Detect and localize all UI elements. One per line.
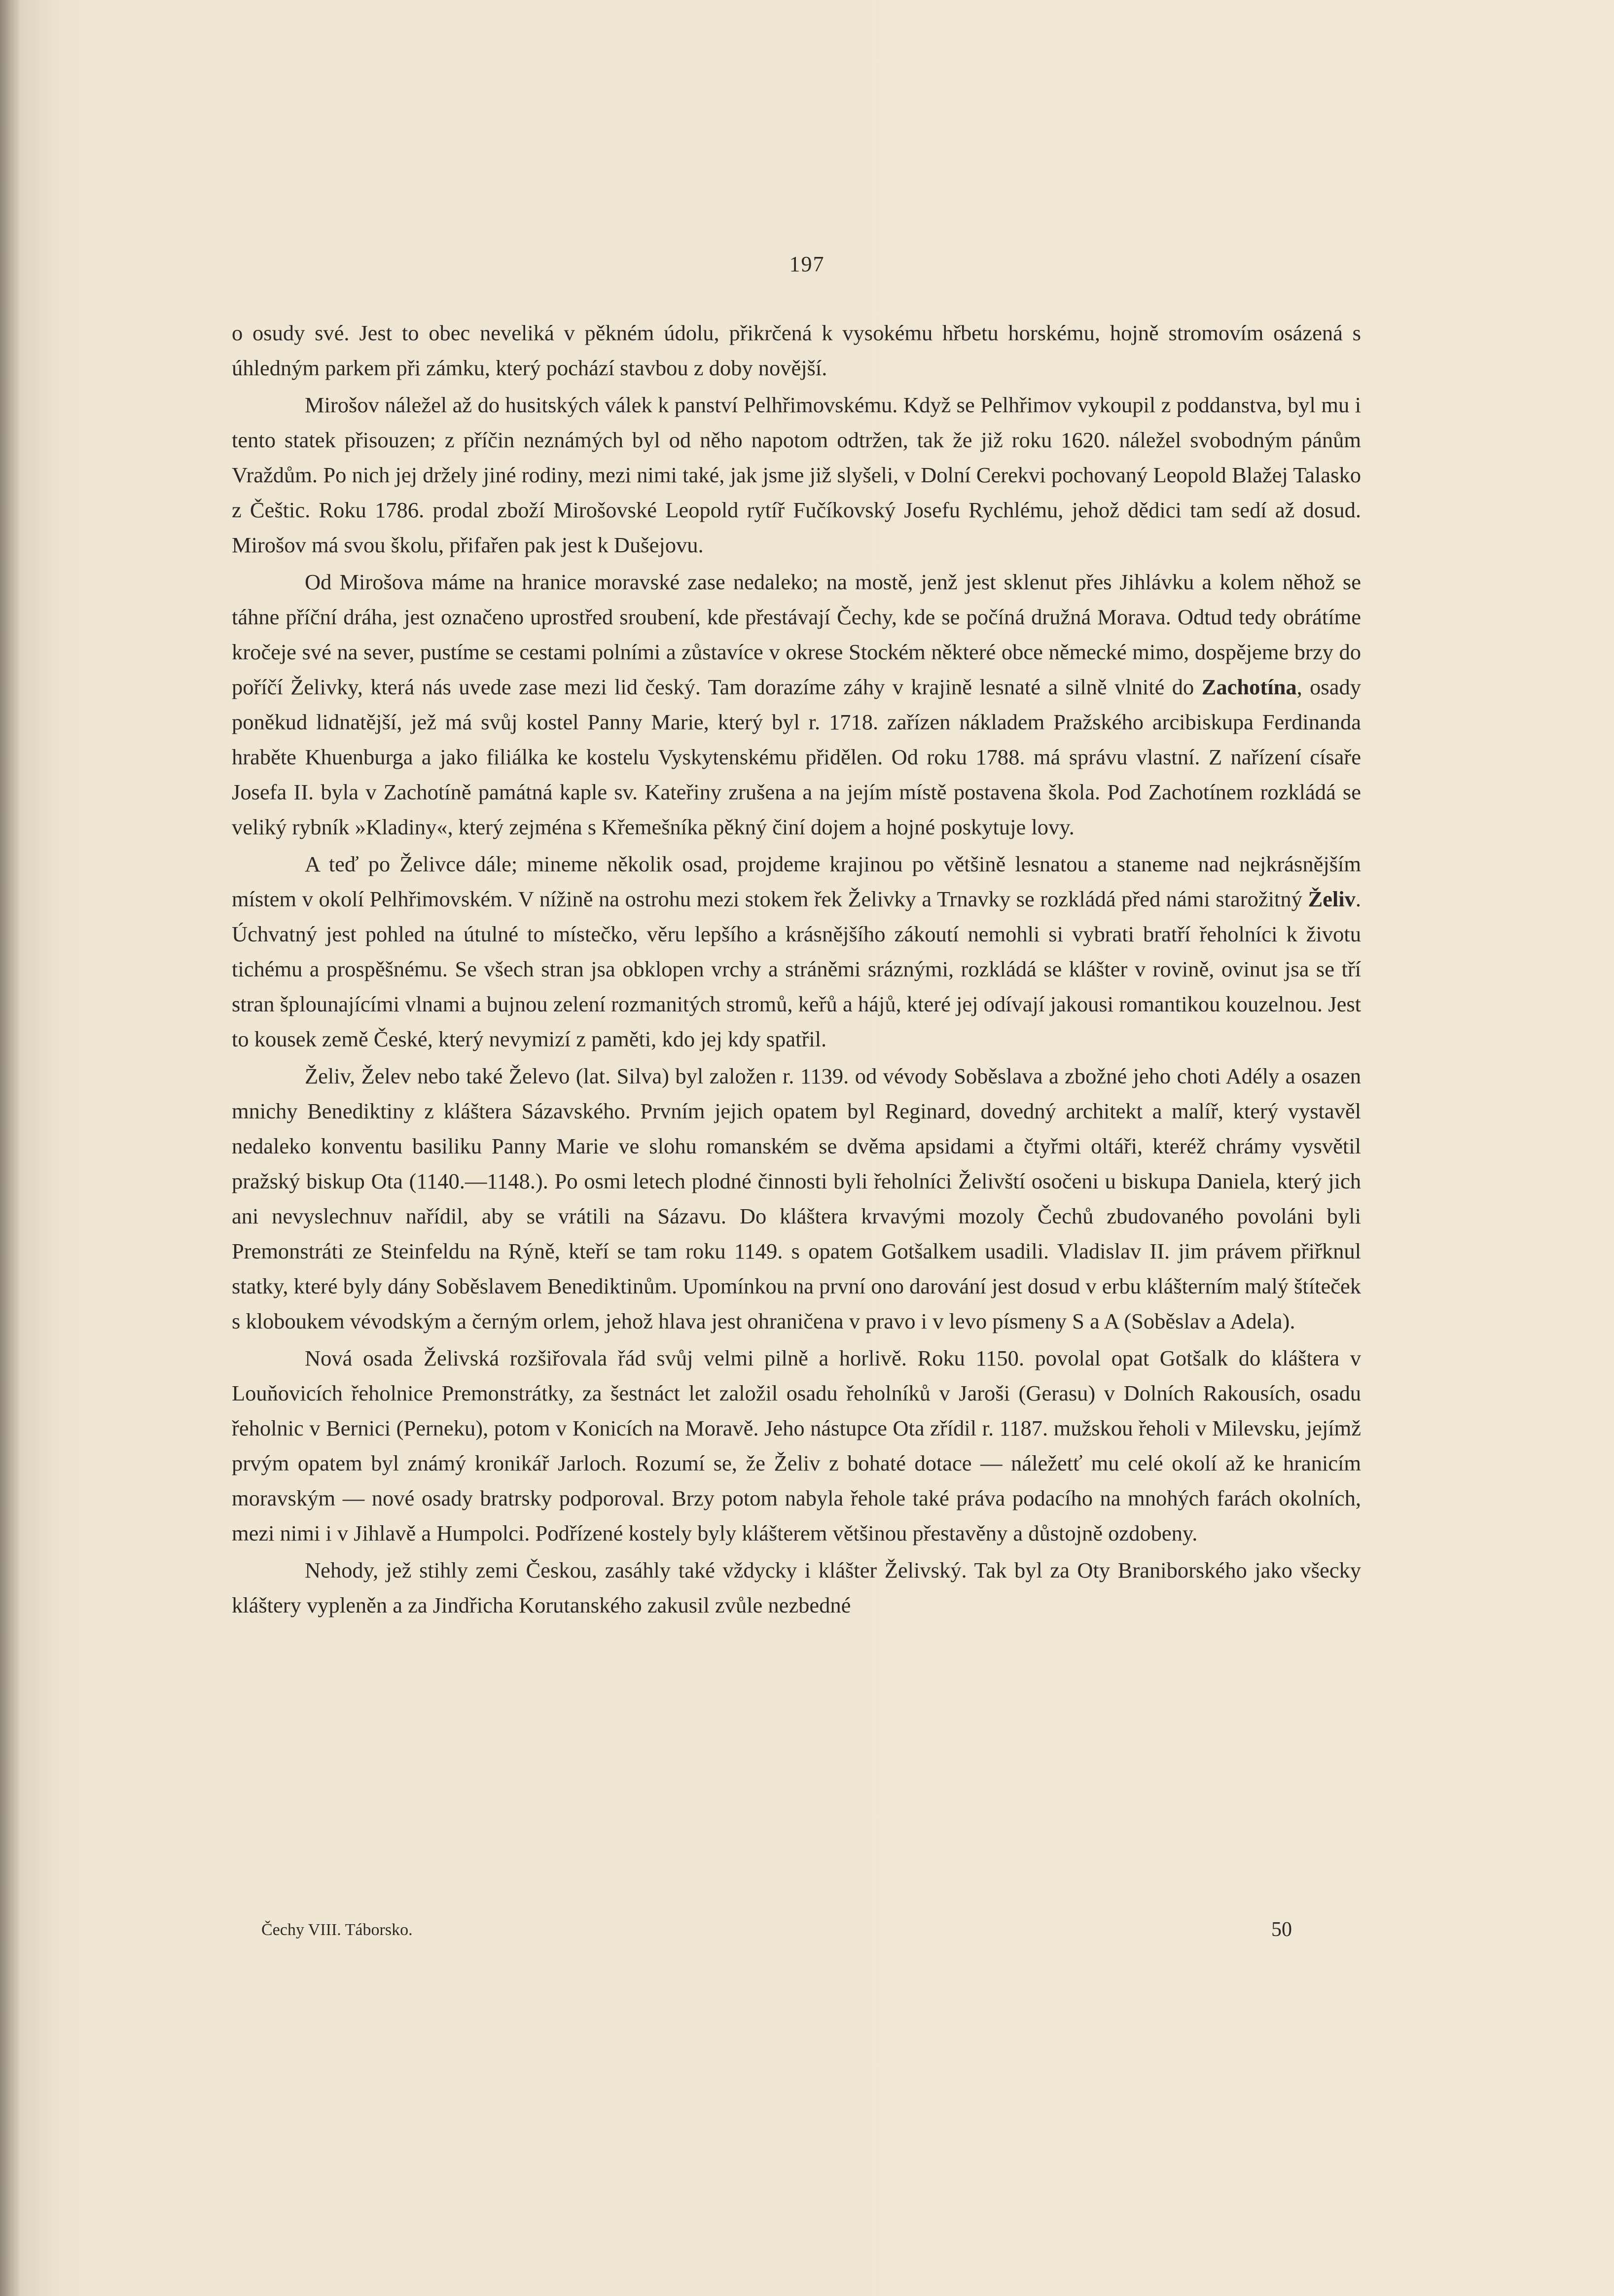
paragraph xyxy=(232,565,1361,845)
paragraph-text: . Úchvatný jest pohled na útulné to místečko, věru lepšího a krásnějšího zákoutí nemohli si vybrati bratří řeholníci k životu tichému a prospěšnému. Se všech stran jsa obklopen vrchy a stráněmi sráznými, rozkládá se klášter v rovině, ovinut jsa se tří stran šplounajícími vlnami a bujnou zelení rozmanitých stromů, keřů a hájů, které jej odívají jakousi romantikou kouzelnou. Jest to kousek země České, který nevymizí z paměti, kdo jej kdy spatřil. xyxy=(232,887,1361,1051)
paragraph-text: Nehody, jež stihly zemi Českou, zasáhly také vždycky i klášter Želivský. Tak byl za Oty Braniborského jako všecky kláštery vypleněn a za Jindřicha Korutanského zakusil zvůle nezbedné xyxy=(232,1558,1361,1617)
paragraph xyxy=(232,316,1361,386)
paragraph-text: Nová osada Želivská rozšiřovala řád svůj velmi pilně a horlivě. Roku 1150. povolal opat Gotšalk do kláštera v Louňovicích řeholnice Premonstrátky, za šestnáct let založil osadu řeholníků v Jaroši (Gerasu) v Dolních Rakousích, osadu řeholnic v Bernici (Perneku), potom v Konicích na Moravě. Jeho nástupce Ota zřídil r. 1187. mužskou řeholi v Milevsku, jejímž prvým opatem byl známý kronikář Jarloch. Rozumí se, že Želiv z bohaté dotace — náležetť mu celé okolí až ke hranicím moravským — nové osady bratrsky podporoval. Brzy potom nabyla řehole také práva podacího na mnohých farách okolních, mezi nimi i v Jihlavě a Humpolci. Podřízené kostely byly klášterem většinou přestavěny a důstojně ozdobeny. xyxy=(232,1346,1361,1545)
paragraph-text: o osudy své. Jest to obec neveliká v pěkném údolu, přikrčená k vysokému hřbetu horskému, hojně stromovím osázená s úhledným parkem při zámku, který pochází stavbou z doby novější. xyxy=(232,321,1361,380)
paragraph-text: Želiv, Želev nebo také Želevo (lat. Silva) byl založen r. 1139. od vévody Soběslava a zbožné jeho choti Adély a osazen mnichy Benediktiny z kláštera Sázavského. Prvním jejich opatem byl Reginard, dovedný architekt a malíř, který vystavěl nedaleko konventu basiliku Panny Marie ve slohu romanském se dvěma apsidami a čtyřmi oltáři, kteréž chrámy vysvětil pražský biskup Ota (1140.—1148.). Po osmi letech plodné činnosti byli řeholníci Želivští osočeni u biskupa Daniela, který jich ani nevyslechnuv nařídil, aby se vrátili na Sázavu. Do kláštera krvavými mozoly Čechů zbudovaného povoláni byli Premonstráti ze Steinfeldu na Rýně, kteří se tam roku 1149. s opatem Gotšalkem usadili. Vladislav II. jim právem přiřknul statky, které byly dány Soběslavem Benediktinům. Upomínkou na první ono darování jest dosud v erbu klášterním malý štíteček s kloboukem vévodským a černým orlem, jehož hlava jest ohraničena v pravo i v levo písmeny S a A (Soběslav a Adela). xyxy=(232,1064,1361,1333)
place-name-bold: Želiv xyxy=(1308,887,1356,911)
paragraph xyxy=(232,1059,1361,1339)
paragraph xyxy=(232,388,1361,563)
place-name-bold: Zachotína xyxy=(1201,675,1297,699)
footer-signature: Čechy VIII. Táborsko. xyxy=(261,1921,413,1939)
paragraph xyxy=(232,1341,1361,1551)
paragraph-text: , osady poněkud lidnatější, jež má svůj kostel Panny Marie, který byl r. 1718. zařízen nákladem Pražského arcibiskupa Ferdinanda hraběte Khuenburga a jako filiálka ke kostelu Vyskytenskému přidělen. Od roku 1788. má správu vlastní. Z nařízení císaře Josefa II. byla v Zachotíně památná kaple sv. Kateřiny zrušena a na jejím místě postavena škola. Pod Zachotínem rozkládá se veliký rybník »Kladiny«, který zejména s Křemešníka pěkný činí dojem a hojné poskytuje lovy. xyxy=(232,675,1361,839)
page-binding-edge xyxy=(0,0,20,2296)
paragraph-text: A teď po Želivce dále; mineme několik osad, projdeme krajinou po většině lesnatou a staneme nad nejkrásnějším místem v okolí Pelhřimovském. V nížině na ostrohu mezi stokem řek Želivky a Trnavky se rozkládá před námi starožitný xyxy=(232,852,1361,911)
paragraph-text: Mirošov náležel až do husitských válek k panství Pelhřimovskému. Když se Pelhřimov vykoupil z poddanstva, byl mu i tento statek přisouzen; z příčin neznámých byl od něho napotom odtržen, tak že již roku 1620. náležel svobodným pánům Vraždům. Po nich jej držely jiné rodiny, mezi nimi také, jak jsme již slyšeli, v Dolní Cerekvi pochovaný Leopold Blažej Talasko z Češtic. Roku 1786. prodal zboží Mirošovské Leopold rytíř Fučíkovský Josefu Rychlému, jehož dědici tam sedí až dosud. Mirošov má svou školu, přifařen pak jest k Dušejovu. xyxy=(232,393,1361,557)
body-text xyxy=(232,316,1361,1625)
page-number: 197 xyxy=(789,252,825,276)
paragraph xyxy=(232,1553,1361,1623)
footer-sheet-number: 50 xyxy=(1271,1918,1292,1941)
paragraph xyxy=(232,847,1361,1057)
paragraph-text: Od Mirošova máme na hranice moravské zase nedaleko; na mostě, jenž jest sklenut přes Jihlávku a kolem něhož se táhne příční dráha, jest označeno uprostřed sroubení, kde přestávají Čechy, kde se počíná družná Morava. Odtud tedy obrátíme kročeje své na sever, pustíme se cestami polními a zůstavíce v okrese Stockém některé obce německé mimo, dospějeme brzy do poříčí Želivky, která nás uvede zase mezi lid český. Tam dorazíme záhy v krajině lesnaté a silně vlnité do xyxy=(232,570,1361,699)
